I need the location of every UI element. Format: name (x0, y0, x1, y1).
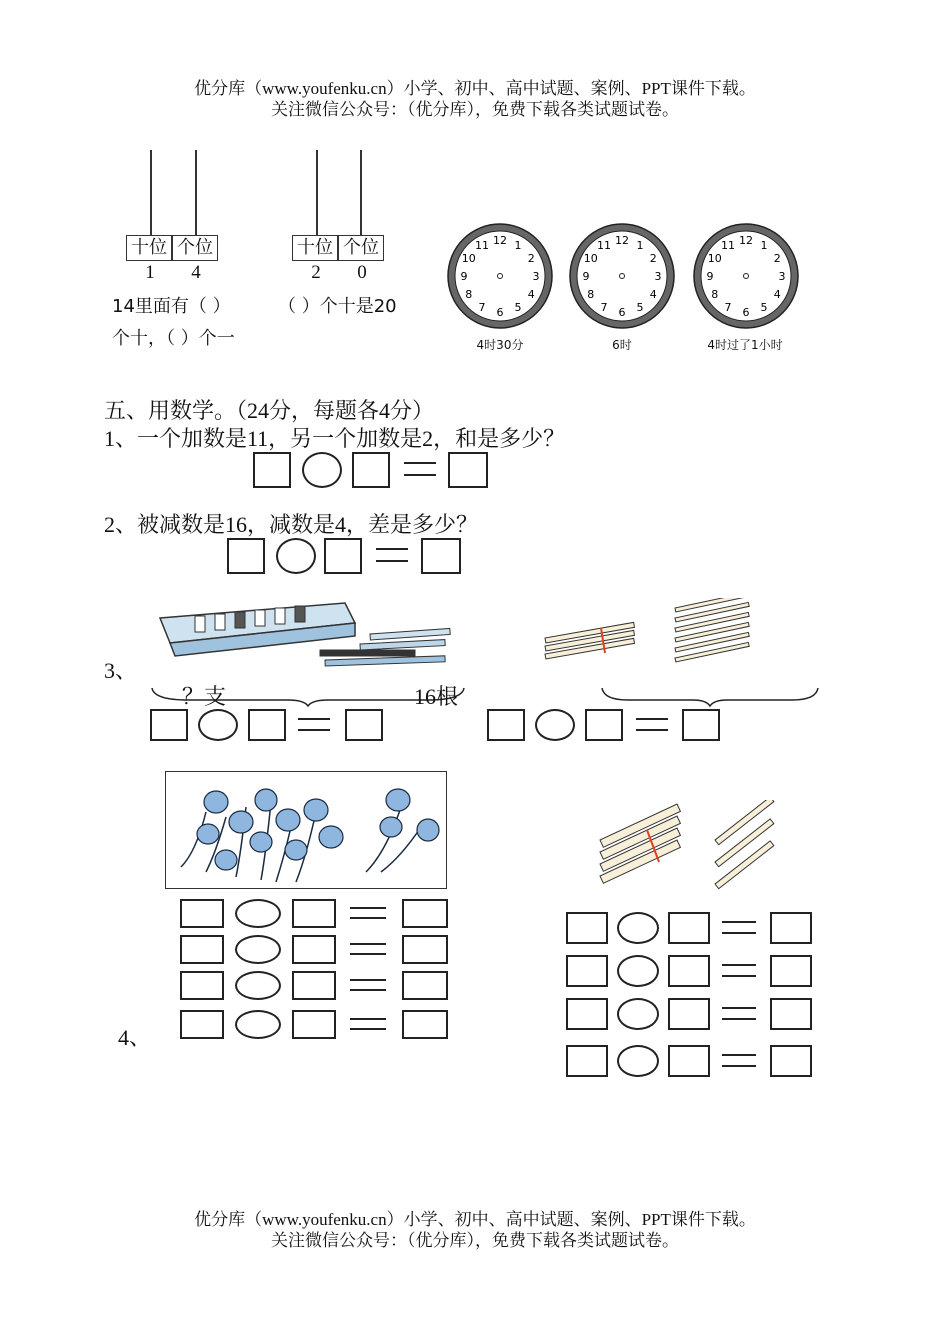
answer-box[interactable] (668, 998, 710, 1030)
clock-1-label: 4时30分 (476, 338, 524, 352)
tulip-flower (229, 811, 253, 833)
question-4-number: 4、 (118, 1025, 152, 1050)
operator-circle[interactable] (617, 1045, 659, 1077)
clock-number: 3 (654, 270, 662, 283)
clock-number: 12 (739, 234, 753, 247)
answer-box[interactable] (668, 955, 710, 987)
tulip-flower (386, 789, 410, 811)
answer-box[interactable] (248, 709, 286, 741)
pencil-case-key (195, 616, 205, 632)
answer-box[interactable] (770, 1045, 812, 1077)
clock-number: 8 (465, 288, 473, 301)
clock-number: 8 (711, 288, 719, 301)
clock-face (694, 224, 798, 328)
clock-center (620, 274, 625, 279)
abacus-rod-tens (150, 150, 152, 236)
footer-line-2: 关注微信公众号：（优分库），免费下载各类试题试卷。 (271, 1231, 679, 1250)
answer-box[interactable] (585, 709, 623, 741)
answer-box[interactable] (180, 935, 224, 964)
pencil-case-key (215, 614, 225, 630)
clock-number: 5 (514, 301, 522, 315)
equals-sign (722, 921, 756, 934)
answer-box[interactable] (180, 899, 224, 928)
answer-box[interactable] (402, 899, 448, 928)
pencil-case-key (295, 606, 305, 622)
question-3-right-label: 16根 (414, 684, 459, 709)
clock-number: 3 (778, 270, 786, 283)
clock-number: 9 (706, 270, 714, 283)
clock-number: 7 (600, 301, 608, 315)
answer-box[interactable] (668, 912, 710, 944)
clock-number: 6 (618, 306, 626, 319)
answer-box[interactable] (253, 452, 291, 488)
pencil-case-key (235, 612, 245, 628)
loose-stick (715, 841, 774, 889)
answer-box[interactable] (682, 709, 720, 741)
tens-place-label: 十位 (292, 235, 338, 261)
answer-box[interactable] (487, 709, 525, 741)
answer-box[interactable] (292, 971, 336, 1000)
answer-box[interactable] (770, 912, 812, 944)
operator-circle[interactable] (235, 899, 281, 928)
equals-sign (350, 979, 386, 991)
ones-digit: 0 (357, 262, 367, 283)
answer-box[interactable] (180, 971, 224, 1000)
operator-circle[interactable] (617, 912, 659, 944)
answer-box[interactable] (421, 538, 461, 574)
right-brace (598, 684, 823, 708)
pencil (360, 640, 445, 650)
tulip-flower (380, 817, 402, 837)
clock-number: 12 (493, 234, 507, 247)
question-3-left-label: ？支 (182, 684, 227, 709)
clock-number: 1 (760, 238, 768, 252)
loose-stick (715, 819, 774, 867)
tulips-picture-frame (165, 771, 447, 889)
clock-3-label: 4时过了1小时 (707, 338, 783, 352)
tulip-flower (215, 850, 237, 870)
abacus-question-2: （ ）个十是20 (278, 296, 397, 317)
answer-box[interactable] (402, 971, 448, 1000)
tens-place-label: 十位 (126, 235, 172, 261)
equals-sign (298, 718, 330, 731)
equals-sign (376, 548, 408, 562)
operator-circle[interactable] (276, 538, 316, 574)
operator-circle[interactable] (535, 709, 575, 741)
equals-sign (722, 1054, 756, 1067)
abacus-question-1-line-2: 个十，（ ）个一 (112, 328, 235, 349)
clock-number: 7 (478, 301, 486, 315)
answer-box[interactable] (180, 1010, 224, 1039)
header-line-2: 关注微信公众号：（优分库），免费下载各类试题试卷。 (271, 100, 679, 119)
equals-sign (350, 943, 386, 955)
question-1: 1、一个加数是11，另一个加数是2，和是多少？ (104, 426, 566, 451)
equals-sign (722, 1007, 756, 1020)
clock-number: 5 (636, 301, 644, 315)
tulip-flower (255, 789, 277, 811)
tulip-flower (197, 824, 219, 844)
answer-box[interactable] (292, 935, 336, 964)
question-2: 2、被减数是16，减数是4，差是多少？ (104, 512, 479, 537)
operator-circle[interactable] (235, 971, 281, 1000)
answer-box[interactable] (566, 955, 608, 987)
operator-circle[interactable] (617, 998, 659, 1030)
equals-sign (404, 462, 436, 476)
answer-box[interactable] (352, 452, 390, 488)
header-line-1: 优分库（www.youfenku.cn）小学、初中、高中试题、案例、PPT课件下载。 (194, 79, 756, 98)
answer-box[interactable] (770, 955, 812, 987)
tulips-illustration (166, 772, 446, 888)
tens-digit: 1 (145, 262, 155, 283)
clock-number: 11 (721, 238, 735, 252)
clock-number: 4 (649, 288, 657, 301)
abacus-rod-ones (195, 150, 197, 236)
operator-circle[interactable] (235, 1010, 281, 1039)
clock-number: 10 (461, 252, 476, 265)
stem (366, 807, 401, 872)
answer-box[interactable] (566, 1045, 608, 1077)
clock-face (448, 224, 552, 328)
operator-circle[interactable] (235, 935, 281, 964)
operator-circle[interactable] (198, 709, 238, 741)
pencil-case-key (275, 608, 285, 624)
clock-number: 7 (724, 301, 732, 315)
pencil (320, 650, 415, 656)
clock-number: 5 (760, 301, 768, 315)
clock-number: 1 (514, 238, 522, 252)
clock-number: 10 (707, 252, 722, 265)
sticks-illustration (535, 598, 755, 673)
clock-number: 2 (649, 252, 657, 265)
answer-box[interactable] (668, 1045, 710, 1077)
abacus-rod-ones (360, 150, 362, 236)
clock-number: 6 (742, 306, 750, 319)
tulip-flower (250, 832, 272, 852)
clock-2-label: 6时 (612, 338, 632, 352)
pencil-case-key (255, 610, 265, 626)
ones-place-label: 个位 (338, 235, 384, 261)
tulip-flower (285, 840, 307, 860)
answer-box[interactable] (150, 709, 188, 741)
clock-number: 10 (583, 252, 598, 265)
answer-box[interactable] (402, 1010, 448, 1039)
clock-number: 6 (496, 306, 504, 319)
answer-box[interactable] (770, 998, 812, 1030)
question-3-number: 3、 (104, 658, 138, 683)
tulip-flower (319, 826, 343, 848)
clock-number: 4 (773, 288, 781, 301)
answer-box[interactable] (402, 935, 448, 964)
clock-number: 1 (636, 238, 644, 252)
answer-box[interactable] (566, 912, 608, 944)
equals-sign (350, 907, 386, 919)
clock-center (744, 274, 749, 279)
clock-center (498, 274, 503, 279)
pencil (325, 656, 445, 666)
ones-place-label: 个位 (172, 235, 218, 261)
clock-number: 2 (527, 252, 535, 265)
answer-box[interactable] (566, 998, 608, 1030)
tulip-flower (417, 819, 439, 841)
tulip-flower (276, 809, 300, 831)
stick-bundle-illustration (595, 800, 790, 900)
section-5-title: 五、用数学。（24分，每题各4分） (104, 398, 435, 423)
clock-number: 9 (460, 270, 468, 283)
equals-sign (636, 718, 668, 731)
equals-sign (350, 1018, 386, 1030)
clock-number: 8 (587, 288, 595, 301)
footer-line-1: 优分库（www.youfenku.cn）小学、初中、高中试题、案例、PPT课件下载。 (194, 1210, 756, 1229)
clock-number: 11 (597, 238, 611, 252)
answer-box[interactable] (292, 1010, 336, 1039)
answer-box[interactable] (292, 899, 336, 928)
answer-box[interactable] (448, 452, 488, 488)
abacus-rod-tens (316, 150, 318, 236)
clock-number: 3 (532, 270, 540, 283)
answer-box[interactable] (345, 709, 383, 741)
pencil (370, 628, 450, 640)
tulip-flower (204, 791, 228, 813)
clock-number: 11 (475, 238, 489, 252)
clock-number: 9 (582, 270, 590, 283)
clock-number: 2 (773, 252, 781, 265)
tens-digit: 2 (311, 262, 321, 283)
abacus-question-1-line-1: 14里面有（ ） (112, 296, 231, 317)
clock-number: 12 (615, 234, 629, 247)
ones-digit: 4 (191, 262, 201, 283)
answer-box[interactable] (324, 538, 362, 574)
operator-circle[interactable] (302, 452, 342, 488)
pencil-case-illustration (155, 598, 455, 678)
answer-box[interactable] (227, 538, 265, 574)
clock-face (570, 224, 674, 328)
operator-circle[interactable] (617, 955, 659, 987)
tulip-flower (304, 799, 328, 821)
equals-sign (722, 964, 756, 977)
clock-number: 4 (527, 288, 535, 301)
